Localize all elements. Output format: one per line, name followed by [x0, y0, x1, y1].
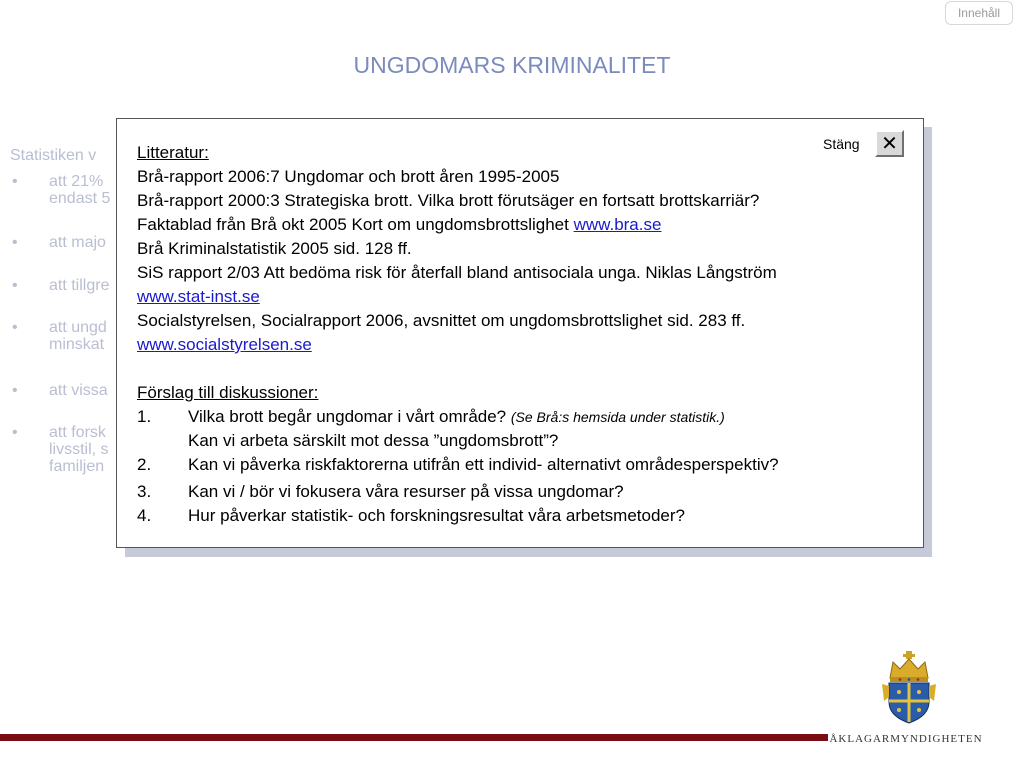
slide-title: UNGDOMARS KRIMINALITET [353, 52, 671, 78]
background-lead-text: Statistiken v [10, 147, 97, 164]
background-slide-text: Statistiken v • att 21% endast 5 • att majo • att tillgre • att ungd minskat • att vissa • att forsk livsstil, s familjen [10, 147, 111, 475]
literature-item: Brå-rapport 2006:7 Ungdomar och brott åren 1995-2005 [137, 167, 560, 186]
footer-bar [0, 734, 828, 741]
discussion-heading: Förslag till diskussioner: [137, 383, 319, 402]
literature-item: Socialstyrelsen, Socialrapport 2006, avsnittet om ungdomsbrottslighet sid. 283 ff. [137, 311, 746, 330]
close-icon: ✕ [881, 132, 898, 155]
literature-item: Brå-rapport 2000:3 Strategiska brott. Vilka brott förutsäger en fortsatt brottskarriär? [137, 191, 760, 210]
org-name: ÅKLAGARMYNDIGHETEN [829, 733, 983, 745]
discussion-question: 1. Vilka brott begår ungdomar i vårt område? (Se Brå:s hemsida under statistik.) [137, 407, 725, 426]
close-label[interactable]: Stäng [823, 136, 860, 152]
discussion-question-continued: Kan vi arbeta särskilt mot dessa ”ungdomsbrott”? [188, 431, 559, 450]
spacer [137, 357, 907, 381]
socialstyrelsen-link[interactable]: www.socialstyrelsen.se [137, 335, 312, 354]
dialog-content [137, 141, 907, 528]
literature-dialog [116, 118, 924, 548]
discussion-question: 4. Hur påverkar statistik- och forskningsresultat våra arbetsmetoder? [137, 506, 685, 525]
coat-of-arms-logo [878, 650, 940, 724]
stat-inst-link[interactable]: www.stat-inst.se [137, 287, 260, 306]
literature-item: Faktablad från Brå okt 2005 Kort om ungdomsbrottslighet www.bra.se [137, 215, 662, 234]
discussion-question: 3. Kan vi / bör vi fokusera våra resurser på vissa ungdomar? [137, 482, 624, 501]
literature-item: SiS rapport 2/03 Att bedöma risk för återfall bland antisociala unga. Niklas Långström [137, 263, 777, 282]
contents-button[interactable]: Innehåll [945, 1, 1013, 25]
literature-heading: Litteratur: [137, 143, 209, 162]
literature-item: Brå Kriminalstatistik 2005 sid. 128 ff. [137, 239, 412, 258]
bra-link[interactable]: www.bra.se [573, 215, 662, 234]
discussion-question: 2. Kan vi påverka riskfaktorerna utifrån ett individ- alternativt områdesperspektiv? [137, 455, 779, 474]
question-note: (Se Brå:s hemsida under statistik.) [510, 409, 725, 425]
